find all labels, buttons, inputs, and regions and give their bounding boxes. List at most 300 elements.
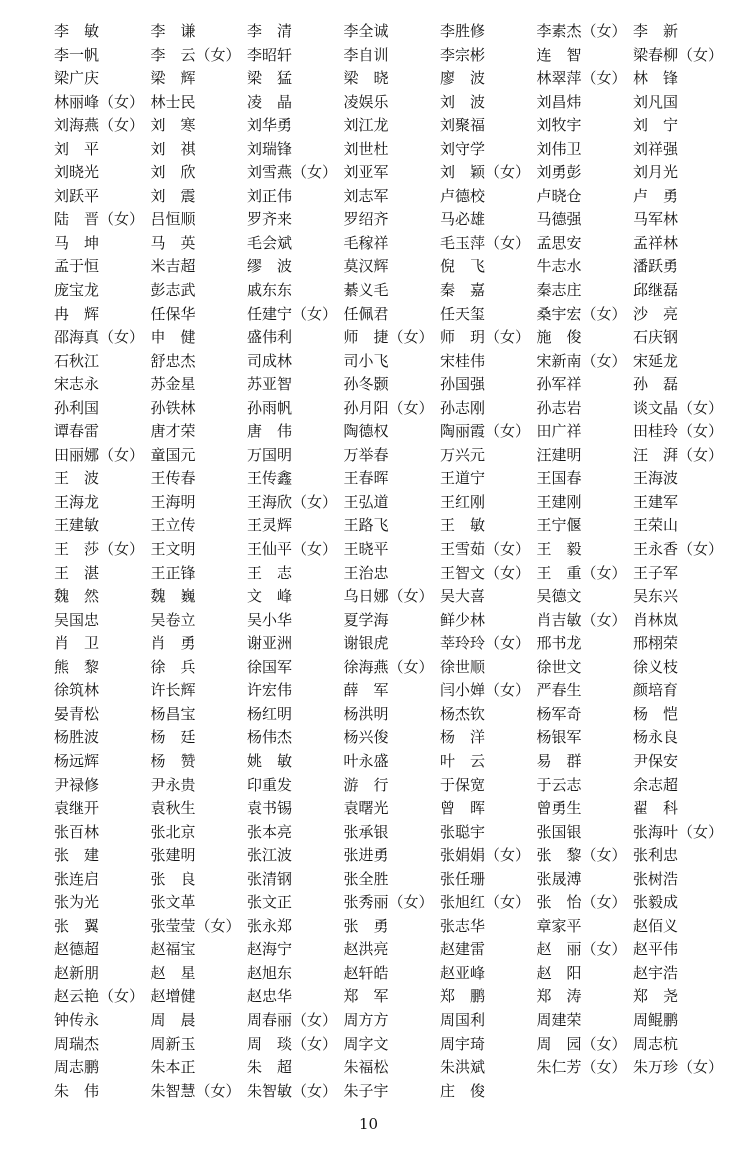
name-entry: 毛玉萍（女） <box>440 233 531 252</box>
name-entry: 邱继磊 <box>633 281 679 300</box>
name-entry: 张承银 <box>343 822 389 841</box>
name-entry: 严春生 <box>536 681 582 700</box>
name-entry: 刘亚军 <box>343 163 389 182</box>
name-entry: 王海龙 <box>54 492 100 511</box>
name-entry: 张本亮 <box>247 822 293 841</box>
name-entry: 易 群 <box>536 751 582 770</box>
name-entry: 张永郑 <box>247 916 293 935</box>
name-entry: 赵 星 <box>150 963 196 982</box>
name-entry: 颜培育 <box>633 681 679 700</box>
name-entry: 吴国忠 <box>54 610 100 629</box>
name-entry: 王道宁 <box>440 469 486 488</box>
name-entry: 孟于恒 <box>54 257 100 276</box>
name-entry: 刘志军 <box>343 186 389 205</box>
name-entry: 李 敏 <box>54 22 100 40</box>
name-entry: 谢亚洲 <box>247 634 293 653</box>
name-entry: 庄 俊 <box>440 1081 486 1100</box>
name-entry: 赵轩皓 <box>343 963 389 982</box>
name-entry: 周 园（女） <box>536 1034 627 1053</box>
name-entry: 杨 赞 <box>150 751 196 770</box>
name-entry: 赵增健 <box>150 987 196 1006</box>
name-entry: 梁春柳（女） <box>633 45 724 64</box>
name-entry: 任建宁（女） <box>247 304 338 323</box>
name-entry: 刘 波 <box>440 92 486 111</box>
name-entry: 魏 巍 <box>150 587 196 606</box>
name-entry: 万兴元 <box>440 445 486 464</box>
name-entry: 王宁偃 <box>536 516 582 535</box>
name-entry: 任保华 <box>150 304 196 323</box>
name-entry: 梁 晓 <box>343 69 389 88</box>
name-entry: 张 建 <box>54 846 100 865</box>
name-entry: 杨昌宝 <box>150 704 196 723</box>
name-entry: 张北京 <box>150 822 196 841</box>
name-entry: 朱福松 <box>343 1058 389 1077</box>
name-entry: 曾勇生 <box>536 799 582 818</box>
name-entry: 秦 嘉 <box>440 281 486 300</box>
name-entry: 张文革 <box>150 893 196 912</box>
name-entry: 石秋江 <box>54 351 100 370</box>
name-entry: 吴东兴 <box>633 587 679 606</box>
name-entry: 张连启 <box>54 869 100 888</box>
name-entry: 王 湛 <box>54 563 100 582</box>
name-entry: 朱智敏（女） <box>247 1081 338 1100</box>
name-entry: 李 新 <box>633 22 679 40</box>
name-entry: 尹保安 <box>633 751 679 770</box>
name-entry: 杨远辉 <box>54 751 100 770</box>
name-entry: 孙雨帆 <box>247 398 293 417</box>
name-entry: 刘凡国 <box>633 92 679 111</box>
name-entry: 李 清 <box>247 22 293 40</box>
name-entry: 翟 科 <box>633 799 679 818</box>
name-entry: 刘 祺 <box>150 139 196 158</box>
name-entry: 邢栩荣 <box>633 634 679 653</box>
name-entry: 于保宽 <box>440 775 486 794</box>
name-entry: 张利忠 <box>633 846 679 865</box>
name-entry: 赵旭东 <box>247 963 293 982</box>
name-entry: 任天玺 <box>440 304 486 323</box>
name-entry: 钟传永 <box>54 1010 100 1029</box>
name-entry: 杨胜波 <box>54 728 100 747</box>
name-list-grid <box>54 20 734 1103</box>
name-entry: 袁秋生 <box>150 799 196 818</box>
name-entry: 郑 鹏 <box>440 987 486 1006</box>
name-entry: 周志鹏 <box>54 1058 100 1077</box>
name-entry: 郑 尧 <box>633 987 679 1006</box>
name-entry: 王荣山 <box>633 516 679 535</box>
name-entry: 林士民 <box>150 92 196 111</box>
name-entry: 田丽娜（女） <box>54 445 145 464</box>
name-entry: 周瑞杰 <box>54 1034 100 1053</box>
name-entry: 王正锋 <box>150 563 196 582</box>
name-entry: 杨洪明 <box>343 704 389 723</box>
name-entry: 于云志 <box>536 775 582 794</box>
name-entry: 冉 辉 <box>54 304 100 323</box>
name-entry: 张 怡（女） <box>536 893 627 912</box>
name-entry: 卢德校 <box>440 186 486 205</box>
name-entry: 李 谦 <box>150 22 196 40</box>
name-entry: 刘 宁 <box>633 116 679 135</box>
name-entry: 张晟溥 <box>536 869 582 888</box>
name-entry: 孙国强 <box>440 375 486 394</box>
name-entry: 鲜少林 <box>440 610 486 629</box>
name-entry: 申 健 <box>150 328 196 347</box>
name-entry: 石庆钢 <box>633 328 679 347</box>
name-entry: 王晓平 <box>343 540 389 559</box>
name-entry: 卢晓仓 <box>536 186 582 205</box>
name-entry: 薛 军 <box>343 681 389 700</box>
name-entry: 赵亚峰 <box>440 963 486 982</box>
name-entry: 孙志刚 <box>440 398 486 417</box>
name-entry: 张聪宇 <box>440 822 486 841</box>
name-entry: 王 莎（女） <box>54 540 145 559</box>
name-entry: 连 智 <box>536 45 582 64</box>
name-entry: 戚东东 <box>247 281 293 300</box>
name-entry: 徐义枝 <box>633 657 679 676</box>
name-entry: 王建敏 <box>54 516 100 535</box>
name-entry: 游 行 <box>343 775 389 794</box>
name-entry: 赵海宁 <box>247 940 293 959</box>
name-entry: 刘华勇 <box>247 116 293 135</box>
name-entry: 毛会斌 <box>247 233 293 252</box>
name-entry: 陶德权 <box>343 422 389 441</box>
name-entry: 周宇琦 <box>440 1034 486 1053</box>
name-entry: 王海波 <box>633 469 679 488</box>
name-entry: 庞宝龙 <box>54 281 100 300</box>
name-entry: 周建荣 <box>536 1010 582 1029</box>
name-entry: 孟祥林 <box>633 233 679 252</box>
name-entry: 赵云艳（女） <box>54 987 145 1006</box>
name-entry: 杨 洋 <box>440 728 486 747</box>
name-entry: 刘雪燕（女） <box>247 163 338 182</box>
name-entry: 周鲲鹏 <box>633 1010 679 1029</box>
name-entry: 王红刚 <box>440 492 486 511</box>
name-entry: 徐 兵 <box>150 657 196 676</box>
name-entry: 宋志永 <box>54 375 100 394</box>
name-entry: 舒忠杰 <box>150 351 196 370</box>
name-entry: 林 锋 <box>633 69 679 88</box>
name-entry: 晏青松 <box>54 704 100 723</box>
name-entry: 王雪茹（女） <box>440 540 531 559</box>
name-entry: 赵宇浩 <box>633 963 679 982</box>
name-entry: 秦志庄 <box>536 281 582 300</box>
name-entry: 周志杭 <box>633 1034 679 1053</box>
name-entry: 刘牧宇 <box>536 116 582 135</box>
name-entry: 张毅成 <box>633 893 679 912</box>
name-entry: 许长辉 <box>150 681 196 700</box>
name-entry: 孙冬颢 <box>343 375 389 394</box>
name-entry: 杨兴俊 <box>343 728 389 747</box>
name-entry: 熊 黎 <box>54 657 100 676</box>
name-entry: 吴德文 <box>536 587 582 606</box>
name-entry: 朱洪斌 <box>440 1058 486 1077</box>
name-entry: 施 俊 <box>536 328 582 347</box>
name-entry: 邢书龙 <box>536 634 582 653</box>
name-entry: 李全诚 <box>343 22 389 40</box>
name-entry: 肖吉敏（女） <box>536 610 627 629</box>
name-entry: 徐国军 <box>247 657 293 676</box>
name-entry: 李素杰（女） <box>536 22 627 40</box>
name-entry: 王建军 <box>633 492 679 511</box>
name-entry: 王 敏 <box>440 516 486 535</box>
name-entry: 王子军 <box>633 563 679 582</box>
name-entry: 李胜修 <box>440 22 486 40</box>
name-entry: 师 捷（女） <box>343 328 434 347</box>
name-entry: 孙铁林 <box>150 398 196 417</box>
name-entry: 马 坤 <box>54 233 100 252</box>
name-entry: 王海明 <box>150 492 196 511</box>
name-entry: 刘伟卫 <box>536 139 582 158</box>
name-entry: 周国利 <box>440 1010 486 1029</box>
name-entry: 倪 飞 <box>440 257 486 276</box>
name-entry: 朱 超 <box>247 1058 293 1077</box>
name-entry: 司小飞 <box>343 351 389 370</box>
name-entry: 张清钢 <box>247 869 293 888</box>
name-entry: 杨杰钦 <box>440 704 486 723</box>
name-entry: 王 重（女） <box>536 563 627 582</box>
name-entry: 夏学海 <box>343 610 389 629</box>
name-entry: 苏亚智 <box>247 375 293 394</box>
name-entry: 林丽峰（女） <box>54 92 145 111</box>
name-entry: 徐海燕（女） <box>343 657 434 676</box>
name-entry: 张进勇 <box>343 846 389 865</box>
name-entry: 刘 平 <box>54 139 100 158</box>
name-entry: 任佩君 <box>343 304 389 323</box>
name-entry: 凌 晶 <box>247 92 293 111</box>
name-entry: 刘江龙 <box>343 116 389 135</box>
name-entry: 张国银 <box>536 822 582 841</box>
name-entry: 肖 勇 <box>150 634 196 653</box>
name-entry: 杨 廷 <box>150 728 196 747</box>
name-entry: 孙 磊 <box>633 375 679 394</box>
name-entry: 闫小婵（女） <box>440 681 531 700</box>
name-entry: 袁书锡 <box>247 799 293 818</box>
name-entry: 李昭轩 <box>247 45 293 64</box>
name-entry: 袁继开 <box>54 799 100 818</box>
name-entry: 吴卷立 <box>150 610 196 629</box>
name-entry: 周新玉 <box>150 1034 196 1053</box>
name-entry: 谭春雷 <box>54 422 100 441</box>
name-entry: 张任珊 <box>440 869 486 888</box>
name-entry: 刘 颖（女） <box>440 163 531 182</box>
name-entry: 赵福宝 <box>150 940 196 959</box>
name-entry: 文 峰 <box>247 587 293 606</box>
name-entry: 王智文（女） <box>440 563 531 582</box>
name-entry: 綦义毛 <box>343 281 389 300</box>
name-entry: 余志超 <box>633 775 679 794</box>
name-entry: 尹永贵 <box>150 775 196 794</box>
name-entry: 赵平伟 <box>633 940 679 959</box>
name-entry: 王立传 <box>150 516 196 535</box>
name-entry: 王仙平（女） <box>247 540 338 559</box>
name-entry: 张百林 <box>54 822 100 841</box>
name-entry: 刘正伟 <box>247 186 293 205</box>
name-entry: 汪 湃（女） <box>633 445 724 464</box>
name-entry: 孙利国 <box>54 398 100 417</box>
name-entry: 李自训 <box>343 45 389 64</box>
name-entry: 王传鑫 <box>247 469 293 488</box>
name-entry: 王永香（女） <box>633 540 724 559</box>
name-entry: 徐筑林 <box>54 681 100 700</box>
name-entry: 朱仁芳（女） <box>536 1058 627 1077</box>
name-entry: 刘守学 <box>440 139 486 158</box>
name-entry: 卢 勇 <box>633 186 679 205</box>
name-entry: 王 毅 <box>536 540 582 559</box>
name-entry: 刘 寒 <box>150 116 196 135</box>
name-entry: 王建刚 <box>536 492 582 511</box>
name-entry: 孟思安 <box>536 233 582 252</box>
name-entry: 李宗彬 <box>440 45 486 64</box>
name-entry: 孙月阳（女） <box>343 398 434 417</box>
name-entry: 朱本正 <box>150 1058 196 1077</box>
name-entry: 林翠萍（女） <box>536 69 627 88</box>
name-entry: 莫汉辉 <box>343 257 389 276</box>
name-entry: 罗绍齐 <box>343 210 389 229</box>
name-entry: 王文明 <box>150 540 196 559</box>
name-entry: 刘月光 <box>633 163 679 182</box>
name-entry: 米吉超 <box>150 257 196 276</box>
name-entry: 朱子宇 <box>343 1081 389 1100</box>
name-entry: 赵忠华 <box>247 987 293 1006</box>
name-entry: 吴大喜 <box>440 587 486 606</box>
name-entry: 王 波 <box>54 469 100 488</box>
name-entry: 刘晓光 <box>54 163 100 182</box>
name-entry: 缪 波 <box>247 257 293 276</box>
name-entry: 尹禄修 <box>54 775 100 794</box>
name-entry: 刘海燕（女） <box>54 116 145 135</box>
name-entry: 马军林 <box>633 210 679 229</box>
name-entry: 廖 波 <box>440 69 486 88</box>
name-entry: 孙军祥 <box>536 375 582 394</box>
name-entry: 汪建明 <box>536 445 582 464</box>
name-entry: 张江波 <box>247 846 293 865</box>
name-entry: 周方方 <box>343 1010 389 1029</box>
name-entry: 张树浩 <box>633 869 679 888</box>
name-entry: 徐世顺 <box>440 657 486 676</box>
name-entry: 周春丽（女） <box>247 1010 338 1029</box>
name-entry: 刘昌炜 <box>536 92 582 111</box>
name-entry: 师 玥（女） <box>440 328 531 347</box>
name-entry: 王海欣（女） <box>247 492 338 511</box>
name-entry: 郑 军 <box>343 987 389 1006</box>
name-entry: 唐才荣 <box>150 422 196 441</box>
name-entry: 张 勇 <box>343 916 389 935</box>
name-entry: 马德强 <box>536 210 582 229</box>
name-entry: 杨银军 <box>536 728 582 747</box>
name-entry: 徐世文 <box>536 657 582 676</box>
name-entry: 王国春 <box>536 469 582 488</box>
name-entry: 周 琰（女） <box>247 1034 338 1053</box>
name-entry: 许宏伟 <box>247 681 293 700</box>
name-entry: 邵海真（女） <box>54 328 145 347</box>
name-entry: 王弘道 <box>343 492 389 511</box>
name-entry: 张莹莹（女） <box>150 916 241 935</box>
name-entry: 周 晨 <box>150 1010 196 1029</box>
name-entry: 张 翼 <box>54 916 100 935</box>
name-entry: 张海叶（女） <box>633 822 724 841</box>
name-entry: 宋新南（女） <box>536 351 627 370</box>
name-entry: 莘玲玲（女） <box>440 634 531 653</box>
name-entry: 赵 丽（女） <box>536 940 627 959</box>
name-entry: 盛伟利 <box>247 328 293 347</box>
name-entry: 肖 卫 <box>54 634 100 653</box>
name-entry: 肖林岚 <box>633 610 679 629</box>
name-entry: 潘跃勇 <box>633 257 679 276</box>
name-entry: 马 英 <box>150 233 196 252</box>
name-entry: 张建明 <box>150 846 196 865</box>
name-entry: 王路飞 <box>343 516 389 535</box>
name-entry: 牛志水 <box>536 257 582 276</box>
name-entry: 印重发 <box>247 775 293 794</box>
name-entry: 苏金星 <box>150 375 196 394</box>
name-entry: 杨军奇 <box>536 704 582 723</box>
page-number: 10 <box>358 1115 379 1133</box>
name-entry: 王 志 <box>247 563 293 582</box>
name-entry: 梁广庆 <box>54 69 100 88</box>
name-entry: 赵建雷 <box>440 940 486 959</box>
name-entry: 万国明 <box>247 445 293 464</box>
name-entry: 赵洪亮 <box>343 940 389 959</box>
name-entry: 张为光 <box>54 893 100 912</box>
name-entry: 王春晖 <box>343 469 389 488</box>
name-entry: 朱 伟 <box>54 1081 100 1100</box>
name-entry: 王治忠 <box>343 563 389 582</box>
name-entry: 朱智慧（女） <box>150 1081 241 1100</box>
name-entry: 司成林 <box>247 351 293 370</box>
name-entry: 张娟娟（女） <box>440 846 531 865</box>
name-entry: 桑宇宏（女） <box>536 304 627 323</box>
name-entry: 杨 恺 <box>633 704 679 723</box>
name-entry: 谈文晶（女） <box>633 398 724 417</box>
name-entry: 叶永盛 <box>343 751 389 770</box>
name-entry: 吕恒顺 <box>150 210 196 229</box>
name-entry: 姚 敏 <box>247 751 293 770</box>
name-entry: 彭志武 <box>150 281 196 300</box>
name-entry: 万举春 <box>343 445 389 464</box>
name-entry: 宋延龙 <box>633 351 679 370</box>
name-entry: 凌娱乐 <box>343 92 389 111</box>
name-entry: 田广祥 <box>536 422 582 441</box>
name-entry: 梁 辉 <box>150 69 196 88</box>
name-entry: 张秀丽（女） <box>343 893 434 912</box>
name-entry: 李一帆 <box>54 45 100 64</box>
name-entry: 陆 晋（女） <box>54 210 145 229</box>
name-entry: 章家平 <box>536 916 582 935</box>
name-entry: 周字文 <box>343 1034 389 1053</box>
name-entry: 马必雄 <box>440 210 486 229</box>
name-entry: 杨伟杰 <box>247 728 293 747</box>
name-entry: 刘瑞锋 <box>247 139 293 158</box>
name-entry: 赵佰义 <box>633 916 679 935</box>
name-entry: 杨永良 <box>633 728 679 747</box>
name-entry: 沙 亮 <box>633 304 679 323</box>
name-entry: 赵 阳 <box>536 963 582 982</box>
name-entry: 唐 伟 <box>247 422 293 441</box>
name-entry: 刘世杜 <box>343 139 389 158</box>
name-entry: 朱万珍（女） <box>633 1058 724 1077</box>
name-entry: 宋桂伟 <box>440 351 486 370</box>
name-entry: 赵德超 <box>54 940 100 959</box>
name-entry: 童国元 <box>150 445 196 464</box>
name-entry: 刘 震 <box>150 186 196 205</box>
name-entry: 张文正 <box>247 893 293 912</box>
name-entry: 刘 欣 <box>150 163 196 182</box>
name-entry: 谢银虎 <box>343 634 389 653</box>
name-entry: 刘勇彭 <box>536 163 582 182</box>
name-entry: 张 良 <box>150 869 196 888</box>
name-entry: 田桂玲（女） <box>633 422 724 441</box>
name-entry: 张 黎（女） <box>536 846 627 865</box>
name-entry: 刘跃平 <box>54 186 100 205</box>
